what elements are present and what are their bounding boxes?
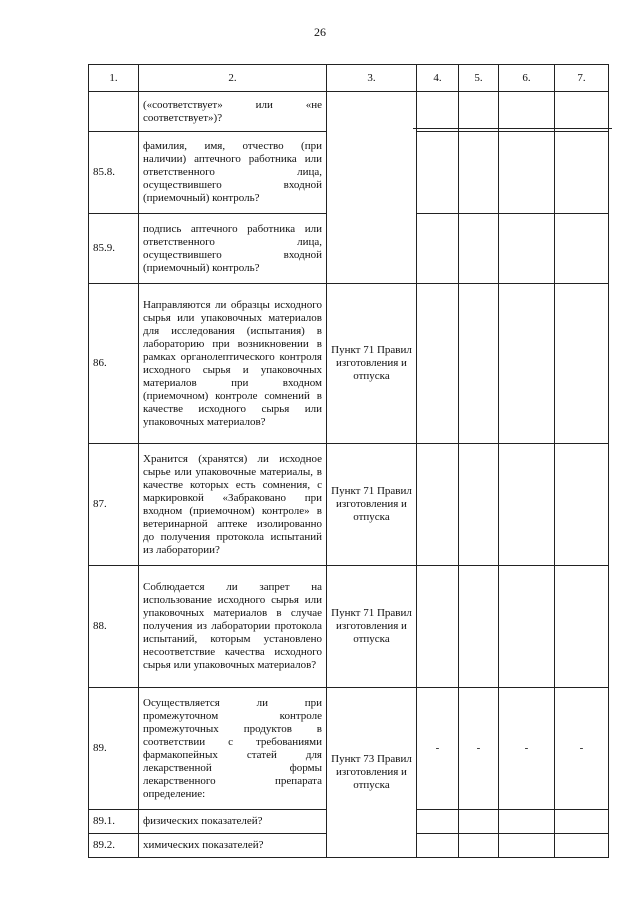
row-number: 88. <box>89 566 139 688</box>
column-header: 3. <box>327 65 417 92</box>
row-mark <box>499 132 555 214</box>
row-mark <box>459 92 499 132</box>
row-question: химических показателей? <box>139 834 327 858</box>
table-row <box>89 566 609 688</box>
row-question: («соответствует» или «не соответствует»)? <box>139 92 327 132</box>
row-question: Соблюдается ли запрет на использование исходного сырья или упаковочных материалов в случае получения из лаборатории протокола испытаний, которым установлено несоответствие качества исходного сырья или упаковочных материалов? <box>139 566 327 688</box>
table-row <box>89 284 609 444</box>
row-number: 89. <box>89 688 139 810</box>
row-mark <box>499 444 555 566</box>
row-mark <box>555 444 609 566</box>
column-header: 4. <box>417 65 459 92</box>
table-row <box>89 444 609 566</box>
row-mark <box>499 810 555 834</box>
row-mark <box>417 92 459 132</box>
row-mark <box>499 214 555 284</box>
row-mark <box>555 214 609 284</box>
row-mark <box>555 810 609 834</box>
column-header: 2. <box>139 65 327 92</box>
row-question: Направляются ли образцы исходного сырья или упаковочных материалов для исследования (испытания) в лабораторию при возникновении в рамках органолептического контроля исходного сырья и упаковочных материалов при входном (приемочном) контроле сомнений в качестве исходного сырья или упаковочных материалов? <box>139 284 327 444</box>
row-mark: - <box>417 688 459 810</box>
row-mark <box>555 566 609 688</box>
row-reference: Пункт 71 Правил изготовления и отпуска <box>327 566 417 688</box>
row-number: 86. <box>89 284 139 444</box>
row-mark <box>459 566 499 688</box>
row-mark <box>499 92 555 132</box>
row-mark <box>459 810 499 834</box>
column-header: 1. <box>89 65 139 92</box>
row-mark <box>459 444 499 566</box>
row-number: 87. <box>89 444 139 566</box>
checklist-table <box>88 64 609 858</box>
row-mark <box>417 214 459 284</box>
row-mark <box>417 132 459 214</box>
row-reference: Пункт 71 Правил изготовления и отпуска <box>327 444 417 566</box>
row-mark: - <box>555 688 609 810</box>
table-header-row <box>89 65 609 92</box>
row-mark <box>499 834 555 858</box>
row-number: 89.2. <box>89 834 139 858</box>
row-mark <box>555 284 609 444</box>
row-mark <box>555 132 609 214</box>
row-number: 85.8. <box>89 132 139 214</box>
row-question: подпись аптечного работника или ответственного лица, осуществившего входной (приемочный) контроль? <box>139 214 327 284</box>
row-mark <box>417 810 459 834</box>
row-mark <box>459 834 499 858</box>
row-mark <box>499 284 555 444</box>
row-mark <box>555 92 609 132</box>
row-mark <box>459 284 499 444</box>
row-mark <box>459 132 499 214</box>
row-number <box>89 92 139 132</box>
table-row <box>89 688 609 810</box>
row-mark <box>417 444 459 566</box>
row-mark <box>417 566 459 688</box>
row-reference <box>327 92 417 284</box>
row-mark: - <box>459 688 499 810</box>
row-reference: Пункт 73 Правил изготовления и отпуска <box>327 688 417 858</box>
row-question: физических показателей? <box>139 810 327 834</box>
page-number: 26 <box>314 25 326 39</box>
row-number: 89.1. <box>89 810 139 834</box>
column-header: 5. <box>459 65 499 92</box>
table-row <box>89 92 609 132</box>
row-question: Осуществляется ли при промежуточном контроле промежуточных продуктов в соответствии с требованиями фармакопейных статей для лекарственной формы лекарственного препарата определение: <box>139 688 327 810</box>
row-reference: Пункт 71 Правил изготовления и отпуска <box>327 284 417 444</box>
row-question: фамилия, имя, отчество (при наличии) аптечного работника или ответственного лица, осуществившего входной (приемочный) контроль? <box>139 132 327 214</box>
row-mark <box>459 214 499 284</box>
row-mark <box>499 566 555 688</box>
row-mark <box>555 834 609 858</box>
row-mark <box>417 284 459 444</box>
column-header: 7. <box>555 65 609 92</box>
column-header: 6. <box>499 65 555 92</box>
row-mark <box>417 834 459 858</box>
row-question: Хранится (хранятся) ли исходное сырье или упаковочные материалы, в качестве которых есть сомнения, с маркировкой «Забраковано при входном (приемочном) контроле» в ветеринарной аптеке изолированно до получения протокола испытаний из лаборатории? <box>139 444 327 566</box>
row-number: 85.9. <box>89 214 139 284</box>
row-mark: - <box>499 688 555 810</box>
